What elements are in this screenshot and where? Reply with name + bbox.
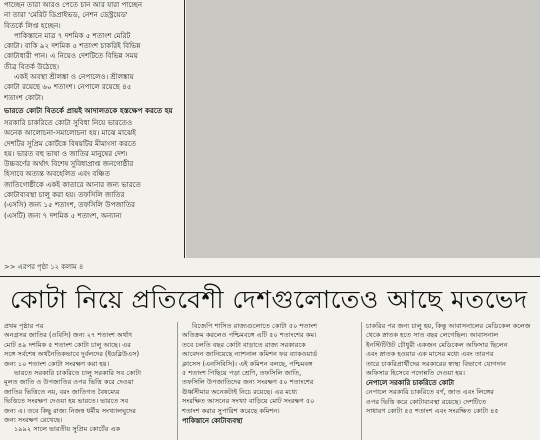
body-line: অফিসার হিসেবে পদোন্নতি দেওয়া হয়। bbox=[366, 369, 465, 378]
body-line: আবেদন জানিয়েছে ন্যাশনাল কমিশন ফর ব্যাকওয়ার্ড bbox=[182, 350, 318, 359]
body-line: সরকারি চাকরিতে কোটা সুবিধা নিয়ে ভারতেও bbox=[4, 117, 133, 127]
body-line: জন্য এ। তবে কিছু রাজ্য নিজস্ব ধর্মীয় সংখ্যালঘুদের bbox=[4, 406, 136, 415]
bottom-column-3 bbox=[366, 322, 538, 440]
continuation-note: >> এরপর পৃষ্ঠা ১২ কলাম ৪ bbox=[4, 263, 84, 271]
body-line: থেকে স্নাতক হতে সাত বছর লেগেছিল। আবাসনাল bbox=[366, 331, 499, 340]
body-line: জাতির ভিত্তিতে নয়, বরং জাতিগত বৈষম্যের bbox=[4, 387, 120, 396]
body-line: ক্লাসেস (এনসিবিসি)। এই কমিশন বলছে, পশ্চিমবঙ্গ bbox=[182, 359, 313, 368]
bottom-column-1 bbox=[4, 322, 174, 440]
intro-line: কোটা রয়েছে ৬০ শতাংশ। নেপালে রয়েছে ৪৫ bbox=[4, 82, 132, 92]
body-line: অনগ্রসর জাতির (ওবিসি) জন্য ২৭ শতাংশ অর্থাৎ bbox=[4, 331, 133, 340]
intro-line: না তারা 'মেরিট ডিপ্রাইভড, নেশন ডেস্ট্রয়েড' bbox=[4, 10, 128, 20]
body-line: জন্য ১০ শতাংশ কোটা সংরক্ষণ করা হয়। bbox=[4, 359, 110, 368]
bottom-column-2 bbox=[182, 322, 358, 440]
body-line: হিসাবে অত্যন্ত অবহেলিত এবং বঞ্চিত bbox=[4, 169, 110, 179]
intro-line: শতাংশ কোটা। bbox=[4, 92, 44, 102]
section-subheading: পাকিস্তানে কোটাব্যবস্থা bbox=[182, 417, 243, 426]
body-line: অতিক্রম করলেও পশ্চিমবঙ্গে এটি ৫০ শতাংশের কম। bbox=[182, 331, 317, 340]
body-line: শতাংশ করার সুপারিশ করেছে কমিশন। bbox=[182, 406, 280, 415]
column-divider bbox=[177, 322, 178, 440]
adjacent-page-area bbox=[186, 0, 540, 258]
body-line: মোট ৪৯ দশমিক ৫ শতাংশ কোটা চালু আছে। এর bbox=[4, 340, 131, 349]
intro-line: তীব্র বিতর্ক উঠেছে। bbox=[4, 61, 60, 71]
horizontal-divider bbox=[0, 276, 540, 277]
body-line: সাধারণ কোটা ৫৫ শতাংশ এবং সংরক্ষিত কোটা ৪৫ bbox=[366, 407, 499, 416]
body-line: জন্য সংরক্ষণ রেখেছে। bbox=[4, 416, 63, 425]
body-line: (এসসি) জন্য ১৫ শতাংশ, তফসিলি উপজাতির bbox=[4, 200, 136, 210]
body-line: তারে চাকরিপ্রার্থীদের সরকারের স্বাস্থ্য বিভাগে যোগদান bbox=[366, 359, 506, 368]
body-line: চাকরির পর জন্য চালু হয়, কিন্তু আবাসনালের মেডিকেল কলেজ bbox=[366, 322, 531, 330]
body-line: ওপর ভিত্তি করে কোটাব্যবস্থা রয়েছে। দেশটিতে bbox=[366, 397, 487, 406]
intro-line: কোটাধারী পান। এ নিয়েও দেশটিতে বিভিন্ন সময় bbox=[4, 51, 138, 61]
body-line: সংরক্ষিত আসনের সংখ্যা বাড়িয়ে মোট সংরক্ষণ ৫০ bbox=[182, 397, 315, 406]
body-line: প্রথম পৃষ্ঠার পর bbox=[4, 322, 44, 330]
body-line: বিজেপি শাসিত রাজ্যগুলোতে কোটা ৫০ শতাংশ bbox=[192, 322, 317, 330]
top-left-column bbox=[4, 0, 182, 258]
column-divider bbox=[361, 322, 362, 440]
body-line: মূলত জাতি ও উপজাতির ওপর ভিত্তি করে দেওয়া bbox=[4, 378, 134, 387]
body-line: তফসিলি উপজাতিদের জন্য সংরক্ষণ ৫০ শতাংশের bbox=[182, 378, 314, 387]
section-subheading: নেপালে সরকারি চাকরিতে কোটা bbox=[366, 379, 454, 388]
body-line: নেপালে সরকারি চাকরিতে বর্ণ, জাত এবং লিঙ্গের bbox=[366, 388, 494, 397]
intro-line: বিতর্কে লিপ্ত হচ্ছেন। bbox=[4, 20, 61, 30]
body-line: দেশটির সুপ্রিম কোর্টকে বিষয়টির মীমাংসা করতে bbox=[4, 138, 137, 148]
intro-line: পাকিস্তানে মাত্র ৭ দশমিক ৫ শতাংশ মেরিট bbox=[14, 30, 131, 40]
body-line: এবং স্নাতক হওয়ার এক মাসের মধ্যে এবং তারপর bbox=[366, 350, 494, 359]
body-line: ভারতে সরকারি চাকরিতে চালু সরকারি সব কোটা bbox=[14, 369, 141, 378]
body-line: (এসটি) জন্য ৭ দশমিক ৫ শতাংশ, অন্যান্য bbox=[4, 210, 122, 220]
body-line: সঙ্গে সর্বশেষ অর্থনৈতিকভাবে দুর্বলদের (ইডব্লিউএস) bbox=[4, 350, 140, 359]
intro-line: একই অবস্থা শ্রীলঙ্কা ও নেপালেও। শ্রীলঙ্কায় bbox=[14, 72, 134, 82]
intro-line: কোটা। বাকি ৯২ দশমিক ৫ শতাংশ চাকরিই বিভিন্ন bbox=[4, 41, 141, 51]
body-line: জাতিগোষ্ঠীকে একই কাতারে আনার জন্য ভারতে bbox=[4, 179, 141, 189]
body-line: তবে চলতি বছর কোটা বাড়াতে রাজ্য সরকারকে bbox=[182, 340, 306, 349]
body-line: ১৯৯২ সালে ভারতীয় সুপ্রিম কোর্টের এক bbox=[14, 425, 121, 434]
article-headline: কোটা নিয়ে প্রতিবেশী দেশগুলোতেও আছে মতভেদ bbox=[10, 285, 528, 314]
body-line: ভিত্তিতে সংরক্ষণ দেওয়া হয় ভারতে। ভারতে সব bbox=[4, 397, 129, 406]
body-line: উচ্চবর্ণের অর্থাৎ বিশেষ সুবিধাপ্রাপ্ত জনগোষ্ঠীর bbox=[4, 159, 134, 169]
body-line: কোটাব্যবস্থা চালু করা হয়। তফসিলি জাতির bbox=[4, 190, 125, 200]
body-line: ৫ শতাংশ পিছিয়ে পড়া শ্রেণি, তফসিলি জাতি, bbox=[182, 369, 302, 378]
intro-line: পাচ্ছেন তারা আরও পেতে চান আর যারা পাচ্ছেন bbox=[4, 0, 143, 9]
body-line: ইনস্টিটিউট চৌধুরী একজন মেডিকেল অফিসার ছিলেন bbox=[366, 340, 508, 349]
section-subheading: ভারতে কোটা বিতর্কে প্রায়ই আদালতকে হস্তক্ষেপ করতে হয় bbox=[4, 105, 173, 115]
body-line: হয়। ভারত বহু ভাষা ও জাতির মানুষের দেশ। bbox=[4, 148, 128, 158]
body-line: অনেক আলোচনা-সমালোচনা হয়। মাঝে মাঝেই bbox=[4, 128, 136, 138]
body-line: ঊর্ধ্বসীমার অনেকটাই নিচে রয়েছে। এর মধ্যে bbox=[182, 387, 298, 396]
vertical-divider bbox=[184, 0, 185, 258]
